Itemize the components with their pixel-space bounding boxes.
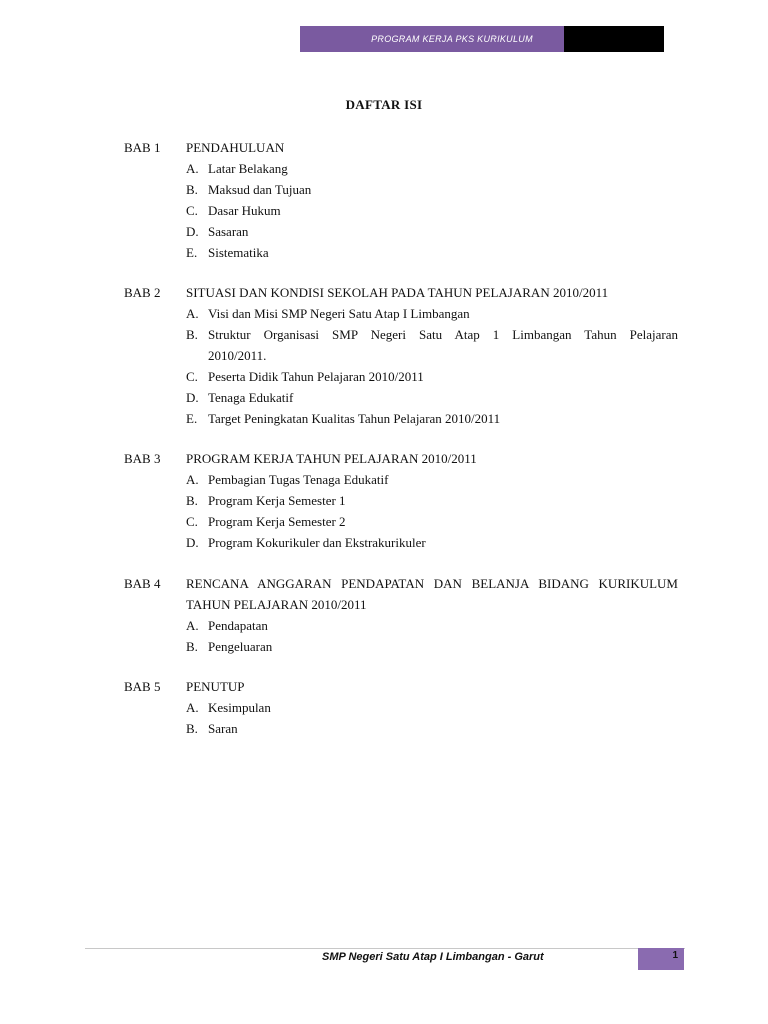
chapter-title [186, 573, 678, 615]
item-text: Peserta Didik Tahun Pelajaran 2010/2011 [208, 369, 424, 384]
list-item [124, 469, 684, 490]
chapter-title: PENUTUP [186, 679, 245, 694]
item-text: Visi dan Misi SMP Negeri Satu Atap I Limbangan [208, 306, 470, 321]
item-text: Pembagian Tugas Tenaga Edukatif [208, 472, 389, 487]
chapter-bab-2 [124, 282, 684, 429]
item-letter: A. [186, 306, 199, 321]
list-item [124, 158, 684, 179]
list-item [124, 200, 684, 221]
item-text: Saran [208, 721, 238, 736]
chapter-title: PROGRAM KERJA TAHUN PELAJARAN 2010/2011 [186, 451, 477, 466]
item-letter: C. [186, 203, 198, 218]
list-item [124, 532, 684, 553]
item-letter: A. [186, 618, 199, 633]
item-letter: C. [186, 514, 198, 529]
list-item [124, 511, 684, 532]
header-title: PROGRAM KERJA PKS KURIKULUM [300, 26, 564, 52]
item-letter: E. [186, 411, 198, 426]
chapter-title-line: RENCANA ANGGARAN PENDAPATAN DAN BELANJA BIDANG KURIKULUM [186, 576, 678, 591]
item-text [208, 324, 678, 366]
item-text: Kesimpulan [208, 700, 271, 715]
list-item [124, 615, 684, 636]
item-letter: B. [186, 182, 198, 197]
item-letter: A. [186, 700, 199, 715]
list-item [124, 697, 684, 718]
list-item [124, 179, 684, 200]
item-text: Program Kerja Semester 2 [208, 514, 346, 529]
item-text-line: Struktur Organisasi SMP Negeri Satu Atap 1 Limbangan Tahun Pelajaran [208, 327, 678, 342]
list-item [124, 324, 684, 366]
list-item [124, 636, 684, 657]
chapter-bab-5 [124, 676, 684, 739]
item-text: Pengeluaran [208, 639, 273, 654]
item-text: Latar Belakang [208, 161, 288, 176]
item-letter: B. [186, 327, 198, 342]
item-letter: E. [186, 245, 198, 260]
item-letter: B. [186, 721, 198, 736]
list-item [124, 490, 684, 511]
list-item [124, 366, 684, 387]
list-item [124, 303, 684, 324]
item-letter: D. [186, 224, 199, 239]
item-text: Sasaran [208, 224, 249, 239]
item-letter: A. [186, 472, 199, 487]
item-text: Program Kerja Semester 1 [208, 493, 346, 508]
item-text: Program Kokurikuler dan Ekstrakurikuler [208, 535, 426, 550]
item-text: Target Peningkatan Kualitas Tahun Pelajaran 2010/2011 [208, 411, 501, 426]
item-text-line: 2010/2011. [208, 348, 267, 363]
list-item [124, 718, 684, 739]
list-item [124, 221, 684, 242]
footer-school-name: SMP Negeri Satu Atap I Limbangan - Garut [322, 951, 544, 963]
chapter-title-line: TAHUN PELAJARAN 2010/2011 [186, 597, 367, 612]
chapter-bab-1 [124, 137, 684, 263]
item-letter: B. [186, 639, 198, 654]
item-letter: D. [186, 535, 199, 550]
chapter-bab-4 [124, 573, 684, 657]
item-letter: D. [186, 390, 199, 405]
chapter-title: SITUASI DAN KONDISI SEKOLAH PADA TAHUN PELAJARAN 2010/2011 [186, 285, 609, 300]
list-item [124, 387, 684, 408]
item-text: Maksud dan Tujuan [208, 182, 312, 197]
item-text: Pendapatan [208, 618, 268, 633]
page-header [300, 26, 664, 52]
item-letter: B. [186, 493, 198, 508]
chapter-title: PENDAHULUAN [186, 140, 285, 155]
list-item [124, 408, 684, 429]
chapter-number: BAB 1 [124, 140, 161, 155]
item-letter: A. [186, 161, 199, 176]
item-text: Dasar Hukum [208, 203, 281, 218]
header-black-block [564, 26, 664, 52]
chapter-number: BAB 2 [124, 285, 161, 300]
chapter-number: BAB 3 [124, 451, 161, 466]
page-number: 1 [638, 948, 684, 970]
document-title: DAFTAR ISI [345, 97, 423, 112]
item-text: Tenaga Edukatif [208, 390, 294, 405]
item-text: Sistematika [208, 245, 269, 260]
chapter-number: BAB 5 [124, 679, 161, 694]
chapter-bab-3 [124, 448, 684, 553]
item-letter: C. [186, 369, 198, 384]
list-item [124, 242, 684, 263]
chapter-number: BAB 4 [124, 576, 161, 591]
